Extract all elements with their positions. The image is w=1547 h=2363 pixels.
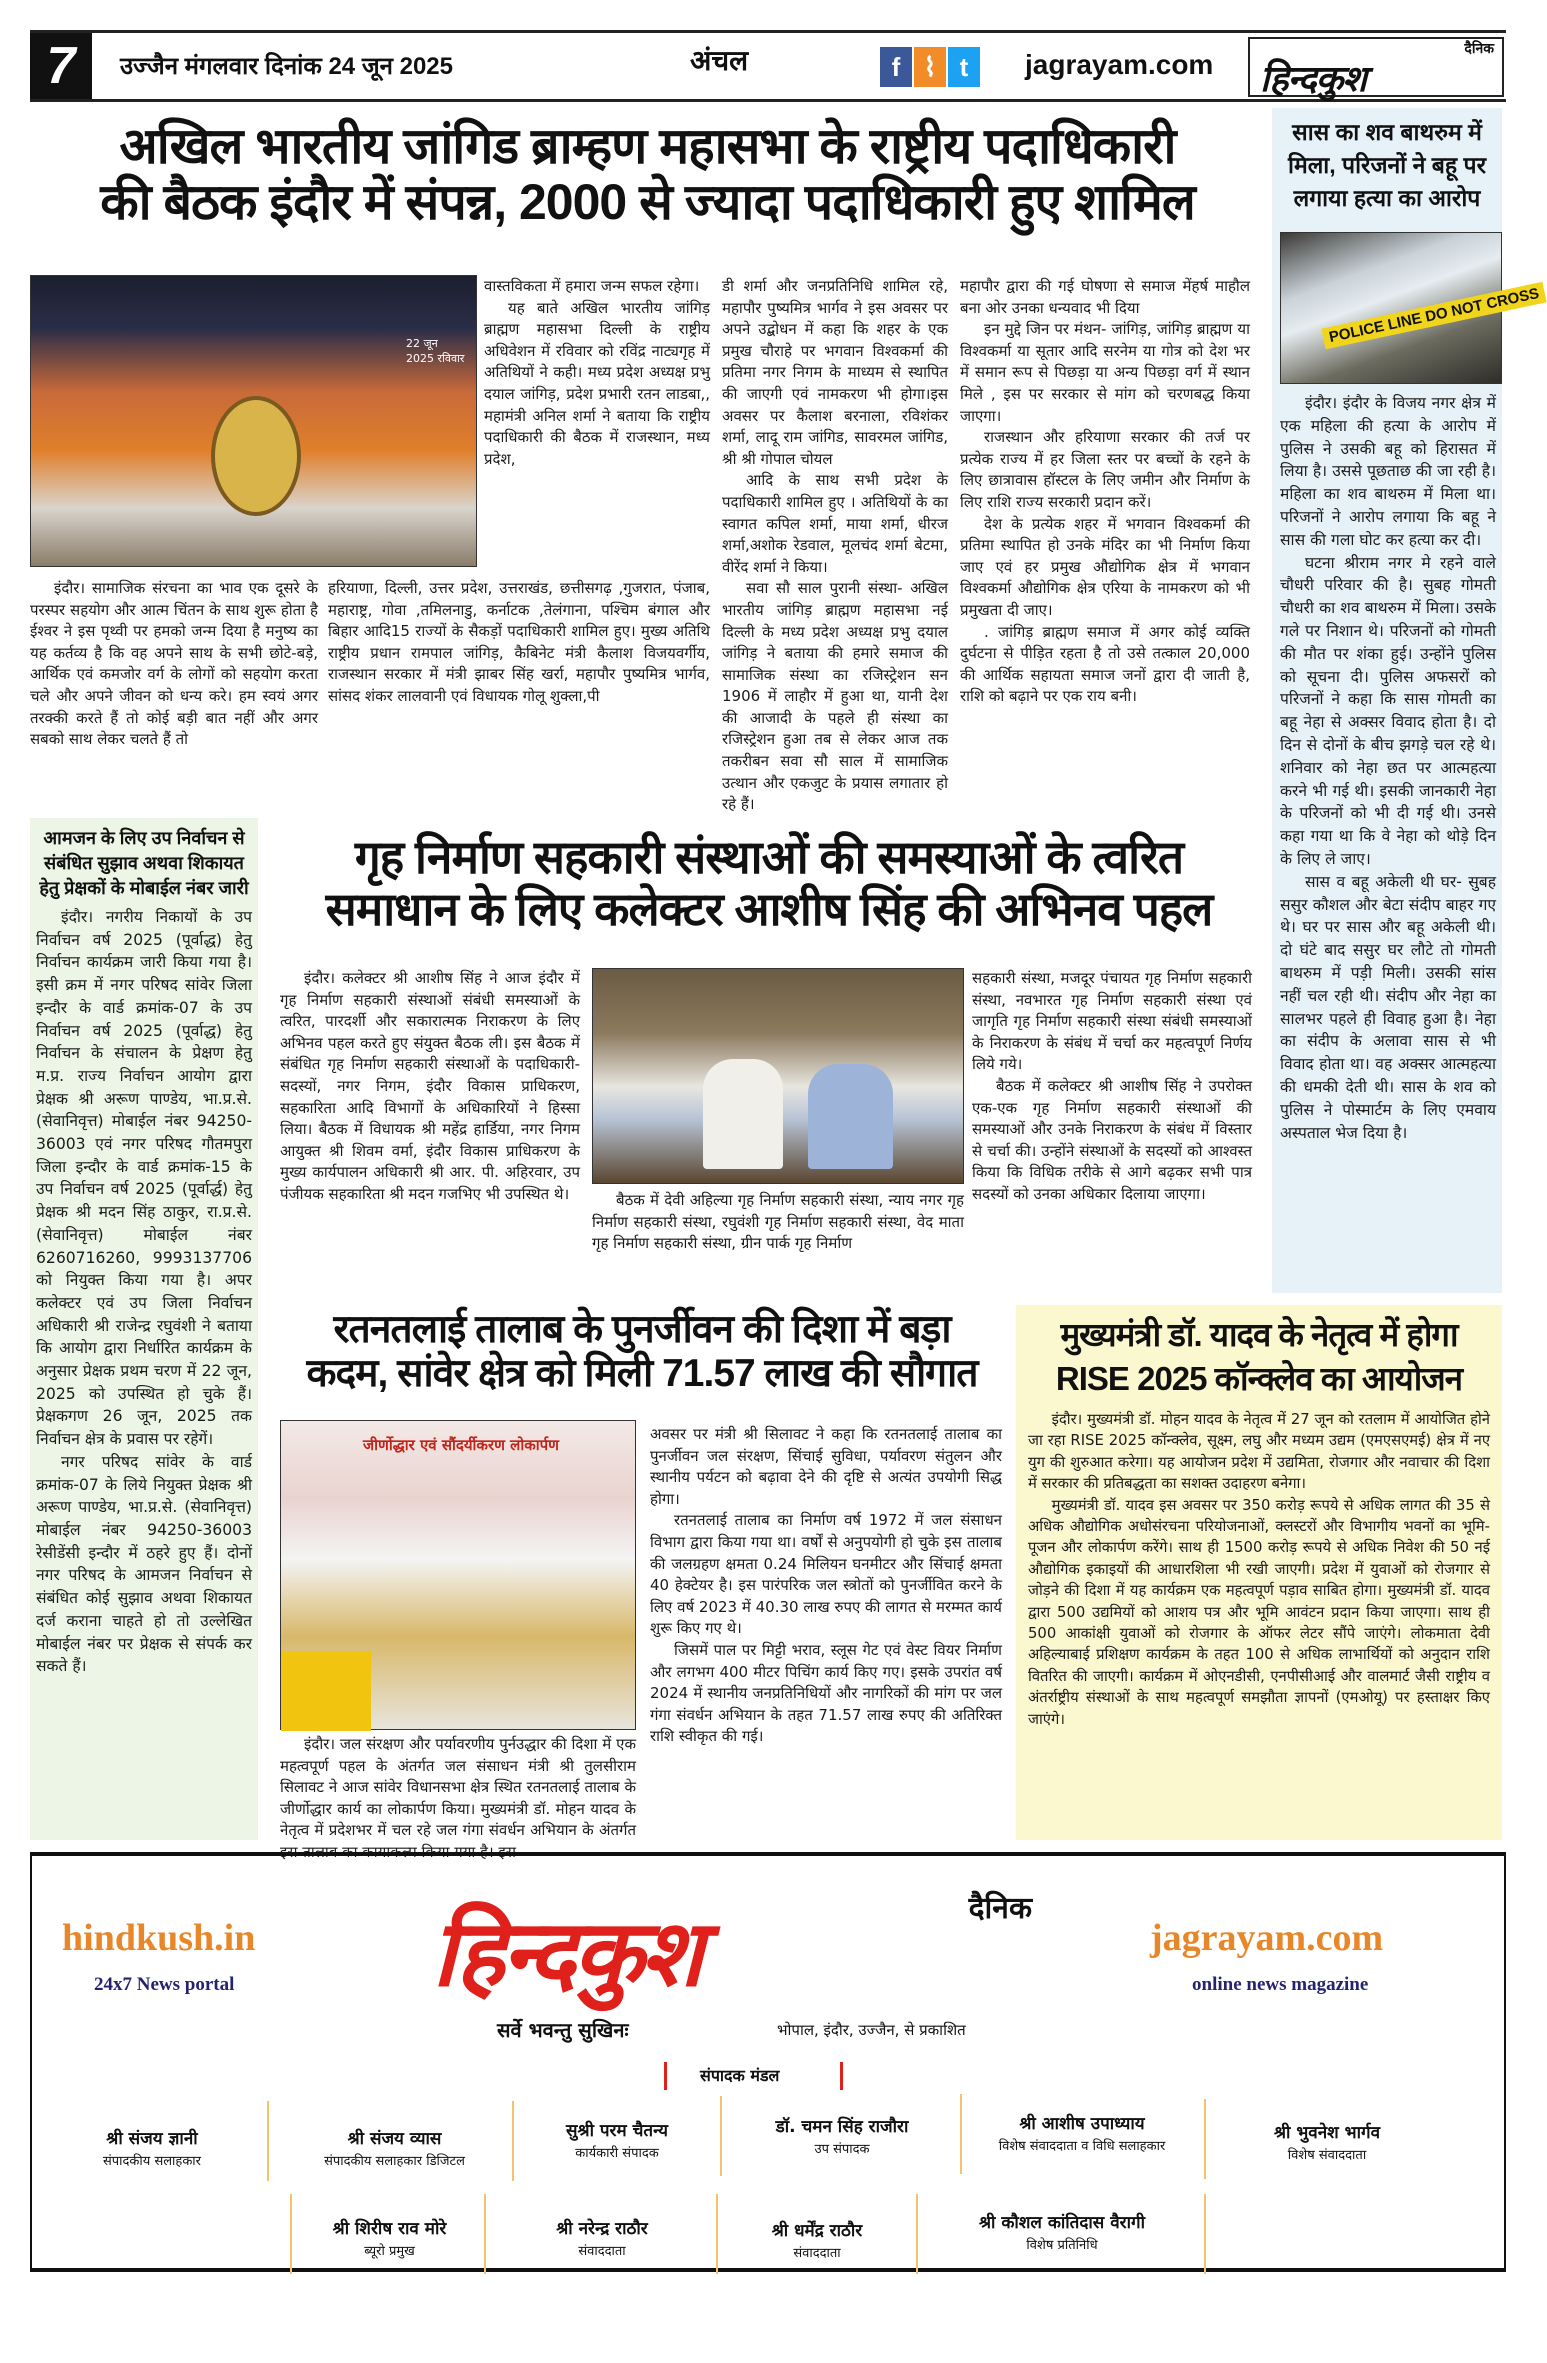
collector-figure (703, 1059, 783, 1169)
separator (1204, 2194, 1206, 2274)
rss-icon[interactable]: ⌇ (914, 47, 946, 87)
photo-banner-date: 22 जून 2025 रविवार (406, 337, 465, 365)
lake-headline (278, 1308, 1006, 1395)
section-name: अंचल (690, 44, 749, 77)
twitter-icon[interactable]: t (948, 47, 980, 87)
editor-card: श्री शिरीष राव मोरे ब्यूरो प्रमुख (332, 2219, 447, 2259)
logo-dainik: दैनिक (1464, 41, 1494, 57)
yellow-kurta-figure (281, 1651, 371, 1731)
housing-headline-line1: गृह निर्माण सहकारी संस्थाओं की समस्याओं के त्वरित (354, 831, 1184, 883)
separator (916, 2194, 918, 2274)
editor-card: श्री आशीष उपाध्याय विशेष संवाददाता व विधि सलाहकार (998, 2114, 1166, 2154)
separator (512, 2101, 514, 2181)
jagrayam-tagline: online news magazine (1192, 1974, 1369, 1995)
housing-col3: सहकारी संस्था, मजदूर पंचायत गृह निर्माण सहकारी संस्था, नवभारत गृह निर्माण सहकारी संस्था एवं जागृति गृह निर्माण सहकारी संस्था संबंधी समस्याओं के निराकरण के संबंध में चर्चा कर महत्वपूर्ण निर्णय लिये गये। बैठक में कलेक्टर श्री आशीष सिंह ने उपरोक्त एक-एक गृह निर्माण सहकारी संस्थाओं की समस्याओं और उनके निराकरण के संबंध में विस्तार से चर्चा की। उन्होंने संस्थाओं के सदस्यों को आश्वस्त किया कि विधिक तरीके से आगे बढ़कर सभी पात्र सदस्यों को उनका अधिकार दिलाया जाएगा। (972, 969, 1252, 1203)
separator (290, 2194, 292, 2274)
lake-col2: अवसर पर मंत्री श्री सिलावट ने कहा कि रतनतलाई तालाब का पुनर्जीवन जल संरक्षण, सिंचाई सुविधा, पर्यावरण संतुलन और स्थानीय पर्यटन को बढ़ावा देने की दृष्टि से अत्यंत उपयोगी सिद्ध होगा। रतनतलाई तालाब का निर्माण वर्ष 1972 में जल संसाधन विभाग द्वारा किया गया था। वर्षों से अनुपयोगी हो चुके इस तालाब की जलग्रहण क्षमता 0.24 मिलियन घनमीटर और सिंचाई क्षमता 40 हेक्टेयर है। इस पारंपरिक जल स्त्रोतों को पुनर्जीवित करने के लिए वर्ष 2023 में 40.30 लाख रुपए की लागत से मरम्मत कार्य शुरू किए गए थे। जिसमें पाल पर मिट्टी भराव, स्लूस गेट एवं वेस्ट वियर निर्माण और लगभग 400 मीटर पिचिंग कार्य किए गए। इसके उपरांत वर्ष 2024 में स्थानीय जनप्रतिनिधियों और नागरिकों की मांग पर जल गंगा संवर्धन अभियान के तहत 71.57 लाख रुपए की अतिरिक्त राशि स्वीकृत की गई। (650, 1425, 1002, 1746)
hindkush-site[interactable]: hindkush.in (62, 1917, 256, 1959)
footer-logo-dainik: दैनिक (968, 1891, 1032, 1926)
election-body: इंदौर। नगरीय निकायों के उप निर्वाचन वर्ष 2025 (पूर्वाद्ध) हेतु निर्वाचन कार्यक्रम जारी किया गया है। इसी क्रम में नगर परिषद सांवेर जिला इन्दौर के वार्ड क्रमांक-07 के उप निर्वाचन वर्ष 2025 (पूर्वाद्ध) हेतु निर्वाचन के संचालन के प्रेक्षण हेतु म.प्र. राज्य निर्वाचन आयोग द्वारा प्रेक्षक श्री अरूण पाण्डेय, भा.प्र.से. (सेवानिवृत्त) मोबाईल नंबर 94250-36003 एवं नगर परिषद गौतमपुरा जिला इन्दौर के वार्ड क्रमांक-15 के उप निर्वाचन वर्ष 2025 (पूर्वार्द्ध) हेतु प्रेक्षक श्री मदन सिंह ठाकुर, रा.प्र.से. (सेवानिवृत्त) मोबाईल नंबर 6260716260, 9993137706 को नियुक्त किया गया है। अपर कलेक्टर एवं उप जिला निर्वाचन अधिकारी श्री राजेन्द्र रघुवंशी ने बताया कि आयोग द्वारा निर्धारित कार्यक्रम के अनुसार प्रेक्षक प्रथम चरण में 22 जून, 2025 को उपस्थित हो चुके हैं। प्रेक्षकगण 26 जून, 2025 तक निर्वाचन क्षेत्र के प्रवास पर रहेगें। नगर परिषद सांवेर के वार्ड क्रमांक-07 के लिये नियुक्त प्रेक्षक श्री अरूण पाण्डेय, भा.प्र.से. (सेवानिवृत्त) मोबाईल नंबर 94250-36003 रेसीडेंसी इन्दौर में ठहरे हुए हैं। दोनों नगर परिषद के आमजन निर्वाचन से संबंधित कोई सुझाव अथवा शिकायत दर्ज कराना चाहते हो तो उल्लेखित मोबाईल नंबर पर प्रेक्षक से संपर्क कर सकते हैं। (36, 908, 252, 1676)
editor-card: श्री नरेन्द्र राठौर संवाददाता (556, 2219, 648, 2259)
dateline: उज्जैन मंगलवार दिनांक 24 जून 2025 (120, 53, 454, 80)
editor-card: श्री संजय ज्ञानी संपादकीय सलाहकार (102, 2129, 201, 2169)
editor-card: डॉ. चमन सिंह राजौरा उप संपादक (775, 2117, 909, 2157)
editor-card: श्री धर्मेंद्र राठौर संवाददाता (771, 2221, 863, 2261)
lead-col3: डी शर्मा और जनप्रतिनिधि शामिल रहे, महापौर पुष्यमित्र भार्गव ने इस अवसर पर अपने उद्बोधन में कहा कि शहर के एक प्रमुख चौराहे पर भगवान विश्वकर्मा की प्रतिमा नगर निगम के माध्यम से स्थापित की जाएगी एवं नामकरण भी होगा।इस अवसर पर कैलाश बरनाला, रविशंकर शर्मा, लादू राम जांगिड, सावरमल जांगिड, श्री श्री गोपाल चोयल आदि के साथ सभी प्रदेश के पदाधिकारी शामिल हुए । अतिथियों के का स्वागत कपिल शर्मा, माया शर्मा, धीरज शर्मा,अशोक रेडवाल, मूलचंद शर्मा बेटमा, वीरेंद शर्मा ने किया। सवा सौ साल पुरानी संस्था- अखिल भारतीय जांगिड़ ब्राह्मण महासभा नई दिल्ली के मध्य प्रदेश अध्यक्ष प्रभु दयाल जांगिड़ ने बताया की हमारे समाज की सामाजिक संस्था का रजिस्ट्रेशन सन 1906 में लाहौर में हुआ था, यानी देश की आजादी के पहले ही संस्था का रजिस्ट्रेशन हुआ तब से लेकर आज तक तकरीबन सवा सौ साल में सामाजिक उत्थान और एकजुट के प्रयास लगातार हो रहे हैं। (722, 277, 948, 814)
masthead-bar (30, 30, 1506, 102)
lead-headline (30, 118, 1265, 230)
lead-headline-line1: अखिल भारतीय जांगिड ब्राम्हण महासभा के राष्ट्रीय पदाधिकारी (119, 118, 1176, 174)
election-headline: आमजन के लिए उप निर्वाचन से संबंधित सुझाव अथवा शिकायत हेतु प्रेक्षकों के मोबाईल नंबर जारी (39, 828, 249, 898)
housing-headline-line2: समाधान के लिए कलेक्टर आशीष सिंह की अभिनव पहल (325, 882, 1213, 935)
newspaper-logo (1248, 37, 1504, 97)
lead-col4: महापौर द्वारा की गई घोषणा से समाज मेंहर्ष माहौल बना ओर उनका धन्यवाद भी दिया इन मुद्दे जिन पर मंथन- जांगिड़, जांगिड़ ब्राह्मण या विश्वकर्मा या सूतार आदि सरनेम या गोत्र को देश भर में समान रूप से पिछड़ा या अन्य पिछड़ा वर्ग में स्थान मिले , इस पर सरकार से मांग को चरणबद्ध किया जाएगा। राजस्थान और हरियाणा सरकार की तर्ज पर प्रत्येक राज्य में हर जिला स्तर पर बच्चों के रहने के लिए छात्रावास हॉस्टल के लिए जमीन और निर्माण के लिए राशि राज्य सरकारी प्रदान करें। देश के प्रत्येक शहर में भगवान विश्वकर्मा की प्रतिमा स्थापित हो उनके मंदिर का भी निर्माण किया जाए एवं हर प्रमुख औद्योगिक क्षेत्र में भगवान विश्वकर्मा औद्योगिक क्षेत्र एरिया के नामकरण को भी प्रमुखता दी जाए। . जांगिड़ ब्राह्मण समाज में अगर कोई व्यक्ति दुर्घटना से पीड़ित रहता है तो उसे तत्काल 20,000 की आर्थिक सहायता समाज जनों द्वारा दी जाती है, राशि को बढ़ाने पर एक राय बनी। (960, 277, 1250, 706)
footer-logo-name: हिन्दकुश (432, 1903, 701, 2005)
editor-card: श्री कौशल कांतिदास वैरागी विशेष प्रतिनिधि (979, 2213, 1145, 2253)
motto: सर्वे भवन्तु सुखिनः (497, 2018, 629, 2042)
meeting-photo (592, 968, 964, 1184)
lake-headline-line1: रतनतलाई तालाब के पुनर्जीवन की दिशा में बड़ा (333, 1308, 951, 1351)
editor-card: श्री संजय व्यास संपादकीय सलाहकार डिजिटल (324, 2129, 465, 2169)
page-number: 7 (30, 33, 92, 99)
crime-scene-photo (1280, 232, 1541, 384)
lake-headline-line2: कदम, सांवेर क्षेत्र को मिली 71.57 लाख की सौगात (306, 1351, 978, 1395)
rise-headline-line1: मुख्यमंत्री डॉ. यादव के नेतृत्व में होगा (1060, 1316, 1458, 1353)
editorial-footer (30, 1852, 1506, 2272)
facebook-icon[interactable]: f (880, 47, 912, 87)
separator (720, 2096, 722, 2176)
official-figure (808, 1064, 893, 1169)
red-divider-right (840, 2062, 843, 2090)
editor-card: श्री भुवनेश भार्गव विशेष संवाददाता (1273, 2123, 1381, 2163)
housing-col1: इंदौर। कलेक्टर श्री आशीष सिंह ने आज इंदौर में गृह निर्माण सहकारी संस्थाओं संबंधी समस्याओं के त्वरित, पारदर्शी और सकारात्मक निराकरण के लिए अभिनव पहल करते हुए संयुक्त बैठक ली। इस बैठक में संबंधित गृह निर्माण सहकारी संस्थाओं के पदाधिकारी- सदस्यों, नगर निगम, इंदौर विकास प्राधिकरण, सहकारिता आदि विभागों के अधिकारियों ने हिस्सा लिया। बैठक में विधायक श्री महेंद्र हार्डिया, नगर निगम आयुक्त श्री शिवम वर्मा, इंदौर विकास प्राधिकरण के मुख्य कार्यपालन अधिकारी श्री आर. पी. अहिरवार, उप पंजीयक सहकारिता श्री मदन गजभिए भी उपस्थित थे। (280, 969, 580, 1203)
housing-col2: बैठक में देवी अहिल्या गृह निर्माण सहकारी संस्था, न्याय नगर गृह निर्माण सहकारी संस्था, रघुवंशी गृह निर्माण सहकारी संस्था, वेद माता गृह निर्माण सहकारी संस्था, ग्रीन पार्क गृह निर्माण (592, 1191, 964, 1253)
lead-col2a: वास्तविकता में हमारा जन्म सफल रहेगा। यह बाते अखिल भारतीय जांगिड़ ब्राह्मण महासभा दिल्ली के राष्ट्रीय अधिवेशन में रविवार को रविंद्र नाट्यगृह में अतिथियों ने कही। मध्य प्रदेश अध्यक्ष प्रभु दयाल जांगिड़, प्रदेश प्रभारी रतन लाडबा,, महामंत्री अनिल शर्मा ने बताया कि राष्ट्रीय पदाधिकारी की बैठक में राजस्थान, मध्य प्रदेश, (484, 277, 710, 468)
separator (716, 2194, 718, 2274)
rise-body: इंदौर। मुख्यमंत्री डॉ. मोहन यादव के नेतृत्व में 27 जून को रतलाम में आयोजित होने जा रहा RISE 2025 कॉन्क्लेव, सूक्ष्म, लघु और मध्यम उद्यम (एमएसएमई) क्षेत्र में नए युग की शुरुआत करेगा। यह आयोजन प्रदेश में उद्यमिता, रोजगार और नवाचार की दिशा में सरकार की प्रतिबद्धता का सशक्त उदाहरण बनेगा। मुख्यमंत्री डॉ. यादव इस अवसर पर 350 करोड़ रूपये से अधिक लागत की 35 से अधिक औद्योगिक अधोसंरचना परियोजनाओं, क्लस्टरों और विभागीय भवनों का भूमि-पूजन और लोकार्पण करेंगे। साथ ही 1500 करोड़ रूपये से अधिक निवेश की 50 नई औद्योगिक इकाइयों की आधारशिला भी रखी जाएगी। प्रदेश में युवाओं को रोजगार से जोड़ने की दिशा में यह कार्यक्रम एक महत्वपूर्ण पड़ाव साबित होगा। मुख्यमंत्री डॉ. यादव द्वारा 500 उद्यमियों को आशय पत्र और भूमि आवंटन प्रदान किया जाएगा। साथ ही 500 आकांक्षी युवाओं को रोजगार के ऑफर लेटर सौंपे जाएंगे। लोकमाता देवी अहिल्याबाई प्रशिक्षण कार्यक्रम के तहत 100 से अधिक लाभार्थियों को अनुदान राशि वितरित की जाएगी। कार्यक्रम में ओएनडीसी, एनपीसीआई और वालमार्ट जैसी राष्ट्रीय व अंतर्राष्ट्रीय संस्थाओं के साथ महत्वपूर्ण समझौता ज्ञापनों (एमओयू) पर हस्ताक्षर किए जाएंगे। (1028, 1411, 1490, 1728)
rise-headline (1016, 1313, 1502, 1401)
lead-photo (30, 275, 477, 567)
separator (1204, 2099, 1206, 2179)
sidebar-body: इंदौर। इंदौर के विजय नगर क्षेत्र में एक महिला की हत्या के आरोप में पुलिस ने उसकी बहू को हिरासत में लिया है। उससे पूछताछ की जा रही है। महिला का शव बाथरुम में मिला था। परिजनों ने आरोप लगाया कि बहू ने सास की गला घोट कर हत्या कर दी। घटना श्रीराम नगर मे रहने वाले चौधरी परिवार की है। सुबह गोमती चौधरी का शव बाथरुम में मिला। उसके गले पर निशान थे। परिजनों को गोमती की मौत पर शंका हुई। उन्होंने पुलिस को सूचना दी। पुलिस अफसरों को परिजनों ने कहा कि सास गोमती का बहू नेहा से अक्सर विवाद होता है। दो दिन से दोनों के बीच झगड़े चल रहे थे। शनिवार को नेहा छत पर आत्महत्या करने भी गई थी। इसकी जानकारी नेहा के परिजनों को भी दी गई थी। उनसे कहा गया था कि वे नेहा को थोड़े दिन के लिए ले जाए। सास व बहू अकेली थी घर- सुबह ससुर कौशल और बेटा संदीप बाहर गए थे। घर पर सास और बहू अकेली थी। दो घंटे बाद ससुर घर लौटे तो गोमती बाथरुम में पड़ी मिली। उसकी सांस नहीं चल रही थी। संदीप और नेहा का सालभर पहले ही विवाह हुआ है। नेहा का संदीप के अलावा सास से भी विवाद होता था। वह अक्सर आत्महत्या की धमकी देती थी। सास के शव को पुलिस ने पोस्मार्टम के लिए एमवाय अस्पताल भेज दिया है। (1280, 394, 1496, 1142)
red-divider-left (664, 2062, 667, 2090)
lead-headline-line2: की बैठक इंदौर में संपन्न, 2000 से ज्यादा पदाधिकारी हुए शामिल (100, 174, 1195, 230)
lead-col2b: हरियाणा, दिल्ली, उत्तर प्रदेश, उत्तराखंड, छत्तीसगढ़ ,गुजरात, पंजाब, महाराष्ट्र, गोवा ,तमिलनाडु, कर्नाटक ,तेलंगाना, पश्चिम बंगाल और बिहार आदि15 राज्यों के सैकड़ों पदाधिकारी शामिल हुए। मुख्य अतिथि राष्ट्रीय प्रधान रामपाल जांगिड़, कैबिनेट मंत्री कैलाश विजयवर्गीय, राजस्थान सरकार में मंत्री झाबर सिंह खर्रा, महापौर पुष्यमित्र भार्गव, सांसद शंकर लालवानी एवं विधायक गोलू शुक्ला,पी (328, 579, 710, 705)
lead-col1: इंदौर। सामाजिक संरचना का भाव एक दूसरे के परस्पर सहयोग और आत्म चिंतन के साथ शुरू होता है ईश्वर ने इस पृथ्वी पर हमको जन्म दिया है मनुष्य का यह कर्तव्य है कि वह अपने साथ के सभी छोटे-बड़े, आर्थिक एवं कमजोर वर्ग के लोगों को सहयोग करता चले और अपने जीवन को धन्य करे। हम स्वयं अगर तरक्की करते हैं तो कोई बड़ी बात नहीं और अगर सबको साथ लेकर चलते हैं तो (30, 579, 318, 749)
separator (267, 2101, 269, 2181)
rise-conclave-box (1016, 1305, 1502, 1840)
published-from: भोपाल, इंदौर, उज्जैन, से प्रकाशित (777, 2021, 966, 2039)
hindkush-tagline: 24x7 News portal (94, 1974, 235, 1995)
rise-headline-line2: RISE 2025 कॉन्क्लेव का आयोजन (1055, 1360, 1463, 1397)
housing-headline (278, 832, 1260, 935)
sidebar-story (1272, 108, 1541, 1293)
election-notice-box (30, 818, 258, 1840)
editor-card: सुश्री परम चैतन्य कार्यकारी संपादक (566, 2121, 668, 2161)
separator (484, 2194, 486, 2274)
award-plaque (211, 396, 301, 516)
lake-col1: इंदौर। जल संरक्षण और पर्यावरणीय पुर्नउद्धार की दिशा में एक महत्वपूर्ण पहल के अंतर्गत जल संसाधन मंत्री श्री तुलसीराम सिलावट ने आज सांवेर विधानसभा क्षेत्र स्थित रतनतलाई तालाब के जीर्णोद्धार कार्य का लोकार्पण किया। मुख्यमंत्री डॉ. मोहन यादव के नेतृत्व में प्रदेशभर में चल रहे जल गंगा संवर्धन अभियान के अंतर्गत इस तालाब का कायाकल्प किया गया है। इस (280, 1735, 636, 1861)
lake-event-photo (280, 1420, 636, 1730)
footer-logo (432, 1886, 1072, 2005)
website-link[interactable]: jagrayam.com (1025, 49, 1214, 80)
jagrayam-site[interactable]: jagrayam.com (1150, 1917, 1384, 1959)
board-title: संपादक मंडल (700, 2066, 780, 2085)
logo-name: हिन्दकुश (1260, 59, 1366, 99)
photo-banner: जीर्णोद्धार एवं सौंदर्यीकरण लोकार्पण (363, 1436, 559, 1454)
sidebar-headline: सास का शव बाथरुम में मिला, परिजनों ने बहू पर लगाया हत्या का आरोप (1287, 119, 1486, 211)
police-tape: POLICE LINE DO NOT CROSS (1321, 282, 1547, 350)
separator (960, 2094, 962, 2174)
